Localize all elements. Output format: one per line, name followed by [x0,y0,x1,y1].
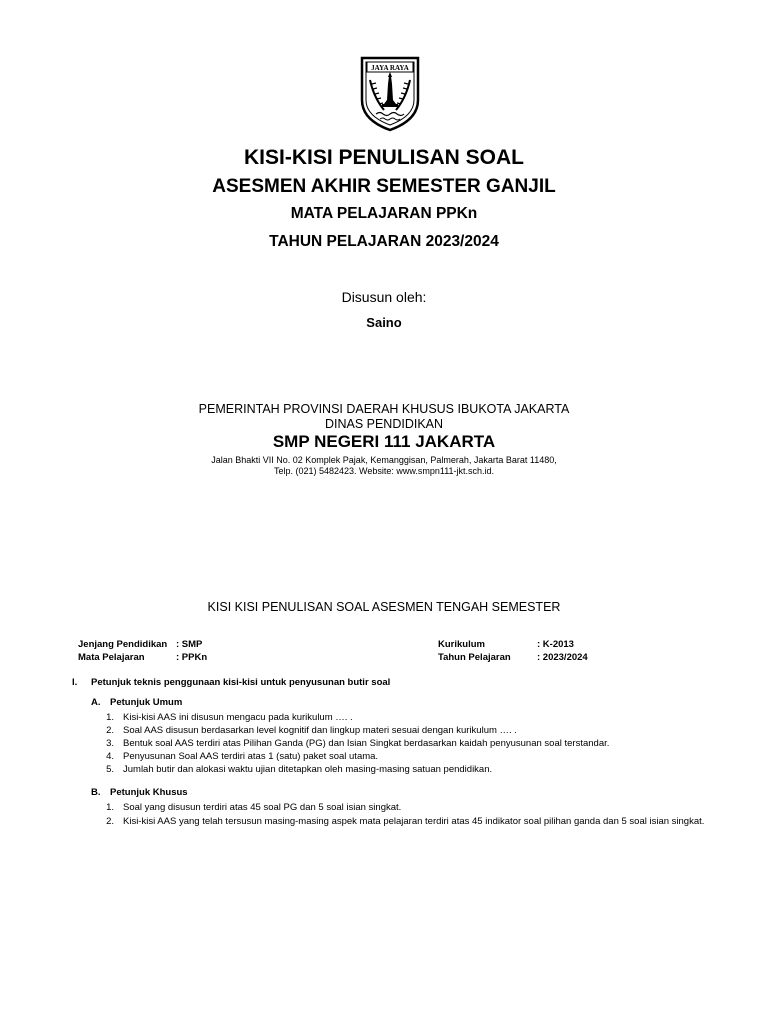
list-number: 4. [106,751,114,762]
cover-year-line: TAHUN PELAJARAN 2023/2024 [269,233,499,250]
list-number: 2. [106,725,114,736]
meta-jenjang-label: Jenjang Pendidikan [78,639,168,650]
government-name: PEMERINTAH PROVINSI DAERAH KHUSUS IBUKOTA JAKARTA [198,402,570,416]
list-number: 5. [106,764,114,775]
section-number: I. [72,677,78,688]
meta-jenjang-value: : SMP [176,639,203,650]
meta-mapel-value: : PPKn [176,652,208,663]
meta-tahun-label: Tahun Pelajaran [438,652,511,663]
emblem-motto: JAYA RAYA [371,64,409,72]
meta-kurikulum-value: : K-2013 [537,639,574,650]
list-number: 2. [106,816,114,827]
meta-kurikulum-label: Kurikulum [438,639,485,650]
meta-tahun-value: : 2023/2024 [537,652,588,663]
cover-subtitle: ASESMEN AKHIR SEMESTER GANJIL [212,176,556,197]
department-name: DINAS PENDIDIKAN [324,417,444,431]
list-item: Jumlah butir dan alokasi waktu ujian ditetapkan oleh masing-masing satuan pendidikan. [123,764,493,775]
document-title: KISI KISI PENULISAN SOAL ASESMEN TENGAH SEMESTER [207,600,561,614]
author-name: Saino [366,315,402,330]
list-item: Penyusunan Soal AAS terdiri atas 1 (satu) paket soal utama. [123,751,379,762]
jakarta-emblem-icon [358,54,422,132]
list-item: Soal yang disusun terdiri atas 45 soal PG dan 5 soal isian singkat. [123,802,402,813]
cover-subject-line: MATA PELAJARAN PPKn [290,205,478,222]
general-letter: A. [91,697,101,708]
list-item: Kisi-kisi AAS yang telah tersusun masing-masing aspek mata pelajaran terdiri atas 45 indikator soal pilihan ganda dan 5 soal isian singkat. [123,816,705,827]
meta-mapel-label: Mata Pelajaran [78,652,145,663]
list-item: Bentuk soal AAS terdiri atas Pilihan Ganda (PG) dan Isian Singkat berdasarkan kaidah penyusunan soal terstandar. [123,738,610,749]
list-item: Soal AAS disusun berdasarkan level kognitif dan lingkup materi sesuai dengan kurikulum …. . [123,725,517,736]
special-letter: B. [91,787,101,798]
special-title: Petunjuk Khusus [110,787,188,798]
list-number: 1. [106,802,114,813]
section-title: Petunjuk teknis penggunaan kisi-kisi untuk penyusunan butir soal [91,677,391,688]
school-address: Jalan Bhakti VII No. 02 Komplek Pajak, Kemanggisan, Palmerah, Jakarta Barat 11480, [211,455,557,465]
school-contact: Telp. (021) 5482423. Website: www.smpn111-jkt.sch.id. [273,466,495,476]
school-name: SMP NEGERI 111 JAKARTA [272,432,496,451]
cover-title: KISI-KISI PENULISAN SOAL [243,146,525,169]
list-number: 3. [106,738,114,749]
list-number: 1. [106,712,114,723]
general-title: Petunjuk Umum [110,697,183,708]
prepared-by-label: Disusun oleh: [341,289,427,305]
list-item: Kisi-kisi AAS ini disusun mengacu pada kurikulum …. . [123,712,353,723]
